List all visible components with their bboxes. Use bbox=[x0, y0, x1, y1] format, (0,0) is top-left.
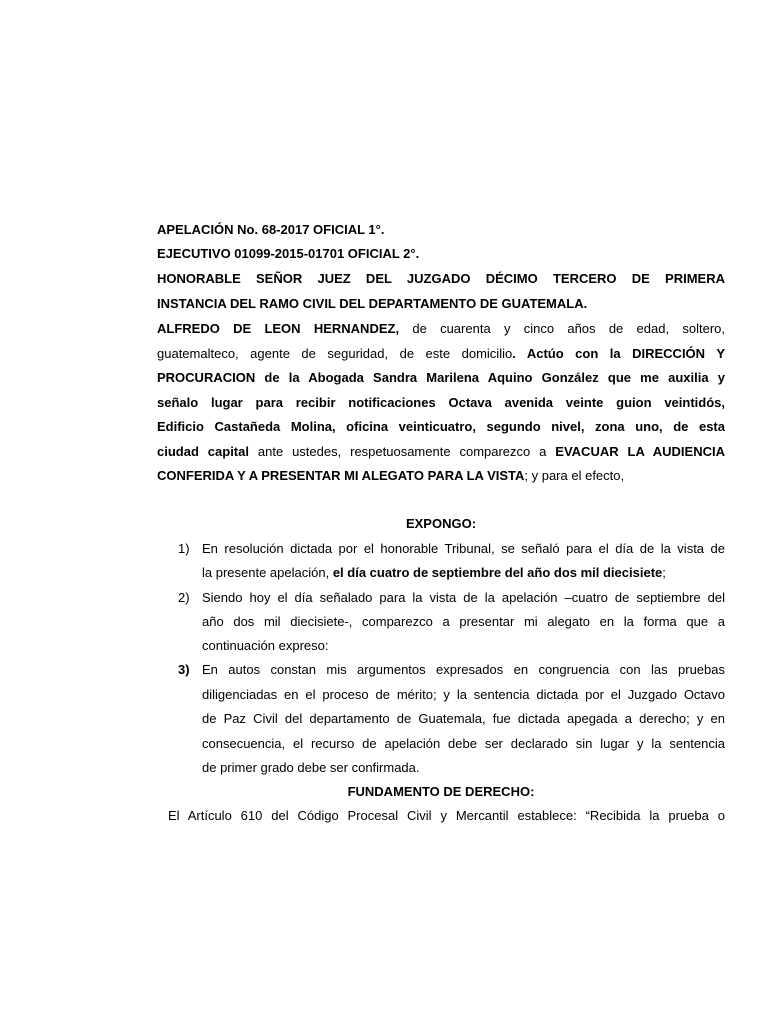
intro-line-6: ciudad capital ante ustedes, respetuosamente comparezco a EVACUAR LA AUDIENCIA bbox=[157, 444, 725, 459]
intro-line-7: CONFERIDA Y A PRESENTAR MI ALEGATO PARA LA VISTA; y para el efecto, bbox=[157, 468, 625, 483]
list-item-line: consecuencia, el recurso de apelación debe ser declarado sin lugar y la sentencia bbox=[202, 736, 725, 751]
list-item-number: 2) bbox=[178, 590, 190, 605]
fundamento-heading: FUNDAMENTO DE DERECHO: bbox=[347, 784, 535, 799]
list-item-line: de primer grado debe ser confirmada. bbox=[202, 760, 420, 775]
list-item-line: diligenciadas en el proceso de mérito; y la sentencia dictada por el Juzgado Octavo bbox=[202, 687, 725, 702]
list-item-line: Siendo hoy el día señalado para la vista de la apelación –cuatro de septiembre del bbox=[202, 590, 725, 605]
intro-line-2: guatemalteco, agente de seguridad, de este domicilio. Actúo con la DIRECCIÓN Y bbox=[157, 346, 725, 361]
list-item-line: En resolución dictada por el honorable Tribunal, se señaló para el día de la vista de bbox=[202, 541, 725, 556]
appellant-name: ALFREDO DE LEON HERNANDEZ, bbox=[157, 321, 400, 336]
intro-line-1: ALFREDO DE LEON HERNANDEZ, de cuarenta y cinco años de edad, soltero, bbox=[157, 321, 725, 336]
list-item-line: continuación expreso: bbox=[202, 638, 329, 653]
intro-line-3: PROCURACION de la Abogada Sandra Marilena Aquino González que me auxilia y bbox=[157, 370, 725, 385]
list-item-line: de Paz Civil del departamento de Guatemala, fue dictada apegada a derecho; y en bbox=[202, 711, 725, 726]
appeal-reference: APELACIÓN No. 68-2017 OFICIAL 1°. bbox=[157, 222, 385, 237]
list-item-number: 1) bbox=[178, 541, 190, 556]
court-address-line-2: INSTANCIA DEL RAMO CIVIL DEL DEPARTAMENTO DE GUATEMALA. bbox=[157, 296, 588, 311]
list-item-line: año dos mil diecisiete-, comparezco a presentar mi alegato en la forma que a bbox=[202, 614, 725, 629]
list-item-line: En autos constan mis argumentos expresados en congruencia con las pruebas bbox=[202, 662, 725, 677]
expongo-heading: EXPONGO: bbox=[405, 516, 477, 531]
intro-line-5: Edificio Castañeda Molina, oficina veinticuatro, segundo nivel, zona uno, de esta bbox=[157, 419, 725, 434]
list-item-number: 3) bbox=[178, 662, 190, 677]
list-item-line: la presente apelación, el día cuatro de septiembre del año dos mil diecisiete; bbox=[202, 565, 666, 580]
fundamento-line-1: El Artículo 610 del Código Procesal Civil y Mercantil establece: “Recibida la prueba o bbox=[168, 808, 725, 823]
executive-reference: EJECUTIVO 01099-2015-01701 OFICIAL 2°. bbox=[157, 246, 420, 261]
intro-line-4: señalo lugar para recibir notificaciones Octava avenida veinte guion veintidós, bbox=[157, 395, 725, 410]
court-address-line-1: HONORABLE SEÑOR JUEZ DEL JUZGADO DÉCIMO TERCERO DE PRIMERA bbox=[157, 271, 725, 286]
